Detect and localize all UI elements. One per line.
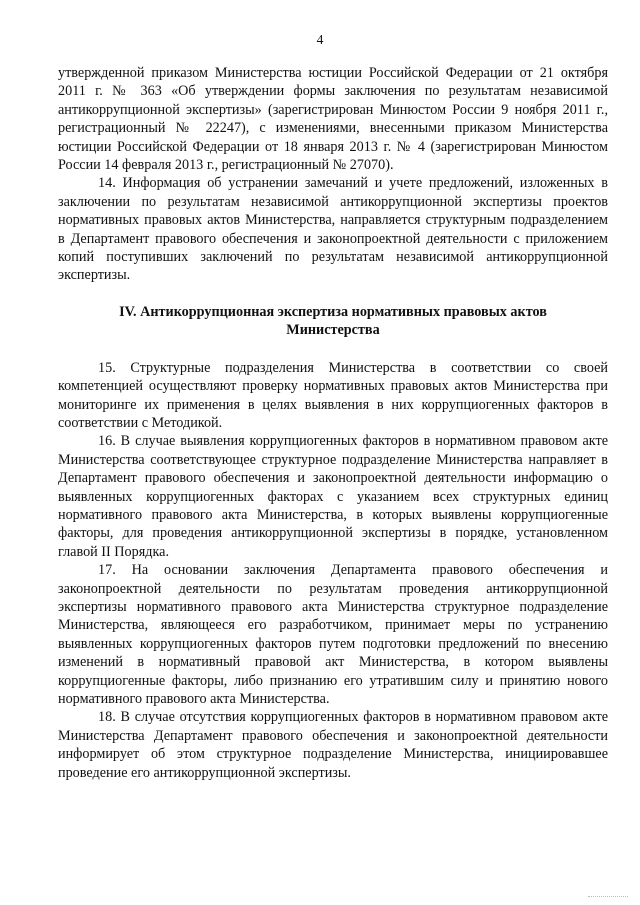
paragraph-continuation: утвержденной приказом Министерства юстиции Российской Федерации от 21 октября 2011 г. № 363 «Об утверждении формы заключения по результатам независимой антикоррупционной экспертизы» (зарегистрирован Минюстом России 9 ноября 2011 г., регистрационный № 22247), с изменениями, внесенными приказом Министерства юстиции Российской Федерации от 18 января 2013 г. № 4 (зарегистрирован Минюстом России 14 февраля 2013 г., регистрационный № 27070). (58, 65, 608, 174)
paragraph-17: 17. На основании заключения Департамента правового обеспечения и законопроектной деятельности по результатам проведения антикоррупционной экспертизы нормативного правового акта Министерства структурное подразделение Министерства, являющееся его разработчиком, принимает меры по устранению выявленных коррупциогенных факторов путем подготовки предложений по внесению изменений в нормативный правовой акт Министерства, в котором выявлены коррупциогенные факторы, либо признанию его утратившим силу и принятию нового нормативного правового акта Министерства. (58, 562, 608, 707)
scan-artifact (588, 896, 628, 899)
section-heading: IV. Антикоррупционная экспертиза нормативных правовых актов Министерства (119, 303, 547, 339)
paragraph-15: 15. Структурные подразделения Министерства в соответствии со своей компетенцией осуществляют проверку нормативных правовых актов Министерства при мониторинге их применения в целях выявления в них коррупциогенных факторов в соответствии с Методикой. (58, 359, 608, 431)
document-body (58, 64, 608, 782)
page-number: 4 (316, 32, 324, 47)
paragraph-18: 18. В случае отсутствия коррупциогенных факторов в нормативном правовом акте Министерства Департамент правового обеспечения и законопроектной деятельности информирует об этом структурное подразделение Министерства, инициировавшее проведение его антикоррупционной экспертизы. (58, 709, 608, 781)
paragraph-14: 14. Информация об устранении замечаний и учете предложений, изложенных в заключении по результатам независимой антикоррупционной экспертизы проектов нормативных правовых актов Министерства, направляется структурным подразделением в Департамент правового обеспечения и законопроектной деятельности с приложением копий поступивших заключений по результатам независимой антикоррупционной экспертизы. (58, 175, 608, 284)
paragraph-16: 16. В случае выявления коррупциогенных факторов в нормативном правовом акте Министерства соответствующее структурное подразделение Министерства направляет в Департамент правового обеспечения и законопроектной деятельности информацию о выявленных коррупциогенных факторах с указанием всех структурных единиц нормативного правового акта Министерства, в которых выявлены коррупциогенные факторы, для проведения антикоррупционной экспертизы в порядке, установленном главой II Порядка. (58, 433, 608, 560)
